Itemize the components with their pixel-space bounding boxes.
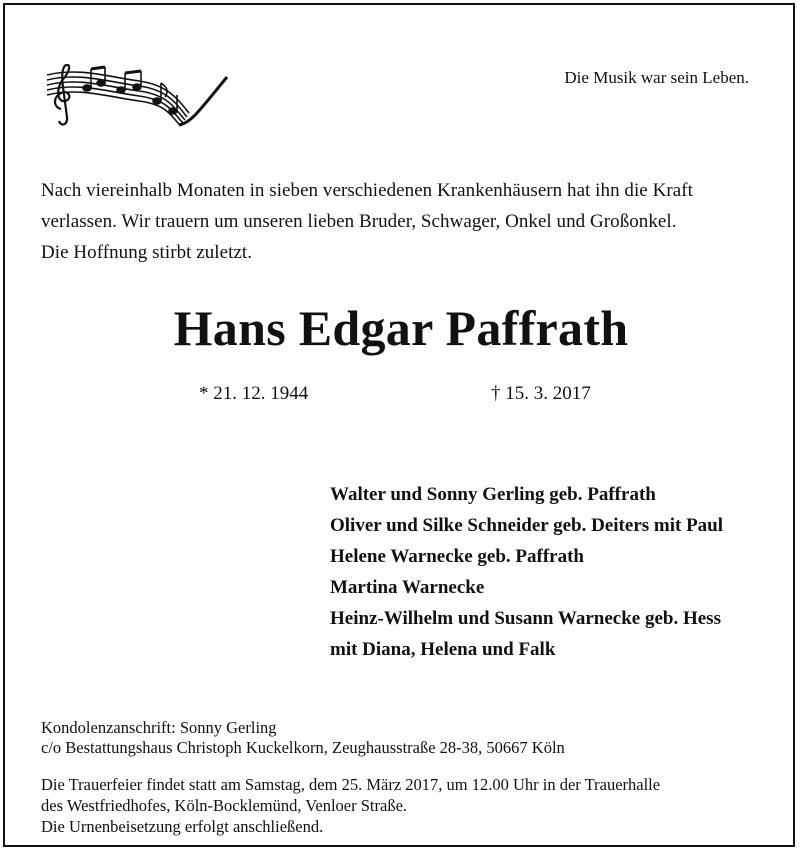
mourner-entry: Helene Warnecke geb. Paffrath xyxy=(330,546,584,567)
service-line: des Westfriedhofes, Köln-Bocklemünd, Venloer Straße. xyxy=(41,796,408,815)
mourner-entry: mit Diana, Helena und Falk xyxy=(330,639,556,660)
service-line: Die Urnenbeisetzung erfolgt anschließend. xyxy=(41,817,324,836)
funeral-service-info xyxy=(41,774,660,837)
birth-date: * 21. 12. 1944 xyxy=(199,383,309,404)
service-line: Die Trauerfeier findet statt am Samstag, dem 25. März 2017, um 12.00 Uhr in der Trauerhalle xyxy=(41,775,661,794)
intro-line: Nach viereinhalb Monaten in sieben verschiedenen Krankenhäusern hat ihn die Kraft xyxy=(41,180,693,201)
mourner-entry: Martina Warnecke xyxy=(330,577,485,598)
mourners-list xyxy=(330,479,723,665)
condolence-address xyxy=(41,718,565,758)
mourner-entry: Walter und Sonny Gerling geb. Paffrath xyxy=(330,484,656,505)
condolence-line: c/o Bestattungshaus Christoph Kuckelkorn, Zeughausstraße 28-38, 50667 Köln xyxy=(41,738,565,757)
obituary-notice xyxy=(3,3,795,847)
mourner-entry: Heinz-Wilhelm und Susann Warnecke geb. Hess xyxy=(330,608,721,629)
deceased-name: Hans Edgar Paffrath xyxy=(173,300,629,356)
mourner-entry: Oliver und Silke Schneider geb. Deiters mit Paul xyxy=(330,515,724,536)
motto: Die Musik war sein Leben. xyxy=(564,68,749,87)
music-staff-with-notes-icon xyxy=(39,57,229,133)
intro-line: Die Hoffnung stirbt zuletzt. xyxy=(41,242,253,263)
death-date: † 15. 3. 2017 xyxy=(491,383,591,404)
intro-text xyxy=(41,175,781,268)
condolence-line: Kondolenzanschrift: Sonny Gerling xyxy=(41,718,277,737)
intro-line: verlassen. Wir trauern um unseren lieben Bruder, Schwager, Onkel und Großonkel. xyxy=(41,211,677,232)
